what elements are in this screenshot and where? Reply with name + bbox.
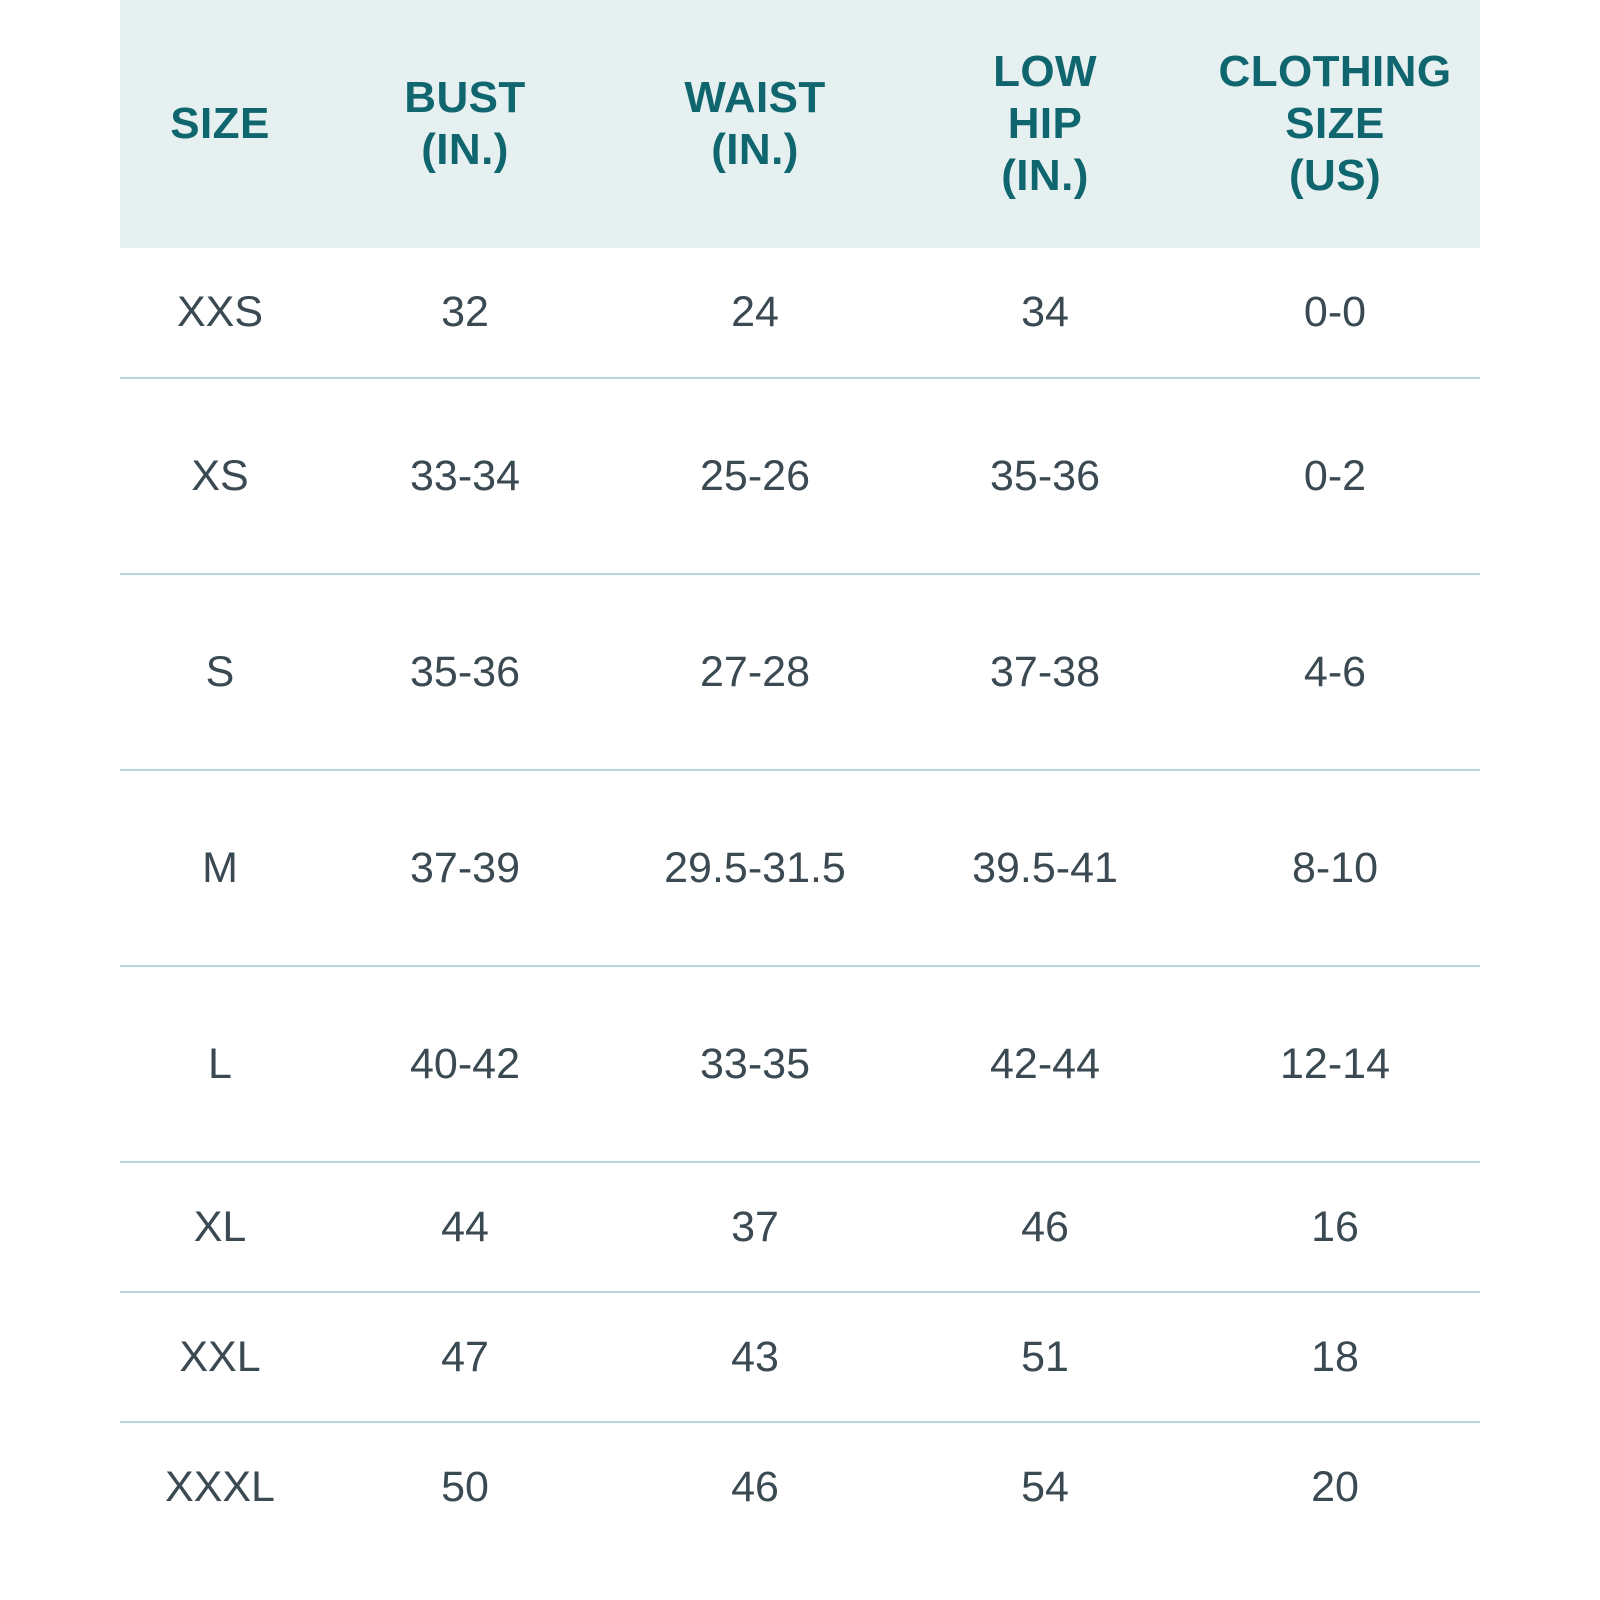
- cell-size: XS: [120, 378, 320, 574]
- cell-waist: 29.5-31.5: [610, 770, 900, 966]
- cell-waist: 27-28: [610, 574, 900, 770]
- cell-size: XXS: [120, 248, 320, 378]
- cell-clothing-size: 8-10: [1190, 770, 1480, 966]
- column-header-bust: [320, 0, 610, 248]
- cell-bust: 44: [320, 1162, 610, 1292]
- cell-low-hip: 35-36: [900, 378, 1190, 574]
- cell-waist: 25-26: [610, 378, 900, 574]
- header-line: SIZE: [170, 99, 270, 149]
- cell-size: XL: [120, 1162, 320, 1292]
- table-row: [120, 770, 1480, 966]
- cell-size: S: [120, 574, 320, 770]
- cell-clothing-size: 4-6: [1190, 574, 1480, 770]
- cell-bust: 33-34: [320, 378, 610, 574]
- header-line: (IN.): [421, 125, 509, 174]
- cell-low-hip: 34: [900, 248, 1190, 378]
- cell-low-hip: 54: [1021, 1463, 1069, 1512]
- cell-low-hip: 46: [900, 1162, 1190, 1292]
- cell-waist: 43: [610, 1292, 900, 1422]
- header-line: (IN.): [1001, 150, 1089, 200]
- cell-clothing-size: 18: [1190, 1292, 1480, 1422]
- header-line: (US): [1288, 150, 1382, 200]
- cell-bust: 35-36: [320, 574, 610, 770]
- table-row: [120, 1292, 1480, 1422]
- column-header-clothing-size: [1190, 0, 1480, 248]
- cell-low-hip: 42-44: [900, 966, 1190, 1162]
- table-row: [120, 1422, 1480, 1552]
- header-row: [120, 0, 1480, 248]
- cell-low-hip: 37-38: [900, 574, 1190, 770]
- cell-size: L: [120, 966, 320, 1162]
- header-line: CLOTHING: [1218, 47, 1452, 97]
- header-line: LOW: [993, 47, 1097, 97]
- table-row: [120, 574, 1480, 770]
- cell-bust: 37-39: [320, 770, 610, 966]
- cell-clothing-size: 16: [1190, 1162, 1480, 1292]
- cell-size: M: [120, 770, 320, 966]
- cell-clothing-size: 0-2: [1190, 378, 1480, 574]
- cell-waist: 33-35: [610, 966, 900, 1162]
- table-row: [120, 378, 1480, 574]
- table-row: [120, 248, 1480, 378]
- cell-low-hip: 39.5-41: [900, 770, 1190, 966]
- header-line: SIZE: [1285, 99, 1385, 149]
- cell-bust: 32: [320, 248, 610, 378]
- header-line: HIP: [1007, 99, 1083, 149]
- header-line: WAIST: [684, 73, 826, 123]
- cell-clothing-size: 20: [1311, 1463, 1359, 1512]
- table-header: [120, 0, 1480, 248]
- cell-bust: 40-42: [320, 966, 610, 1162]
- table-body: [120, 248, 1480, 1552]
- table-row: [120, 966, 1480, 1162]
- size-chart-table: [120, 0, 1480, 1552]
- cell-clothing-size: 0-0: [1190, 248, 1480, 378]
- cell-size: XXL: [120, 1292, 320, 1422]
- column-header-low-hip: [900, 0, 1190, 248]
- header-line: (IN.): [711, 125, 799, 174]
- column-header-size: [120, 0, 320, 248]
- cell-clothing-size: 12-14: [1190, 966, 1480, 1162]
- table-row: [120, 1162, 1480, 1292]
- cell-bust: 50: [441, 1463, 489, 1512]
- cell-bust: 47: [320, 1292, 610, 1422]
- header-line: BUST: [404, 73, 526, 123]
- cell-waist: 46: [731, 1463, 779, 1512]
- cell-waist: 24: [610, 248, 900, 378]
- cell-waist: 37: [610, 1162, 900, 1292]
- cell-size: XXXL: [165, 1463, 275, 1512]
- cell-low-hip: 51: [900, 1292, 1190, 1422]
- column-header-waist: [610, 0, 900, 248]
